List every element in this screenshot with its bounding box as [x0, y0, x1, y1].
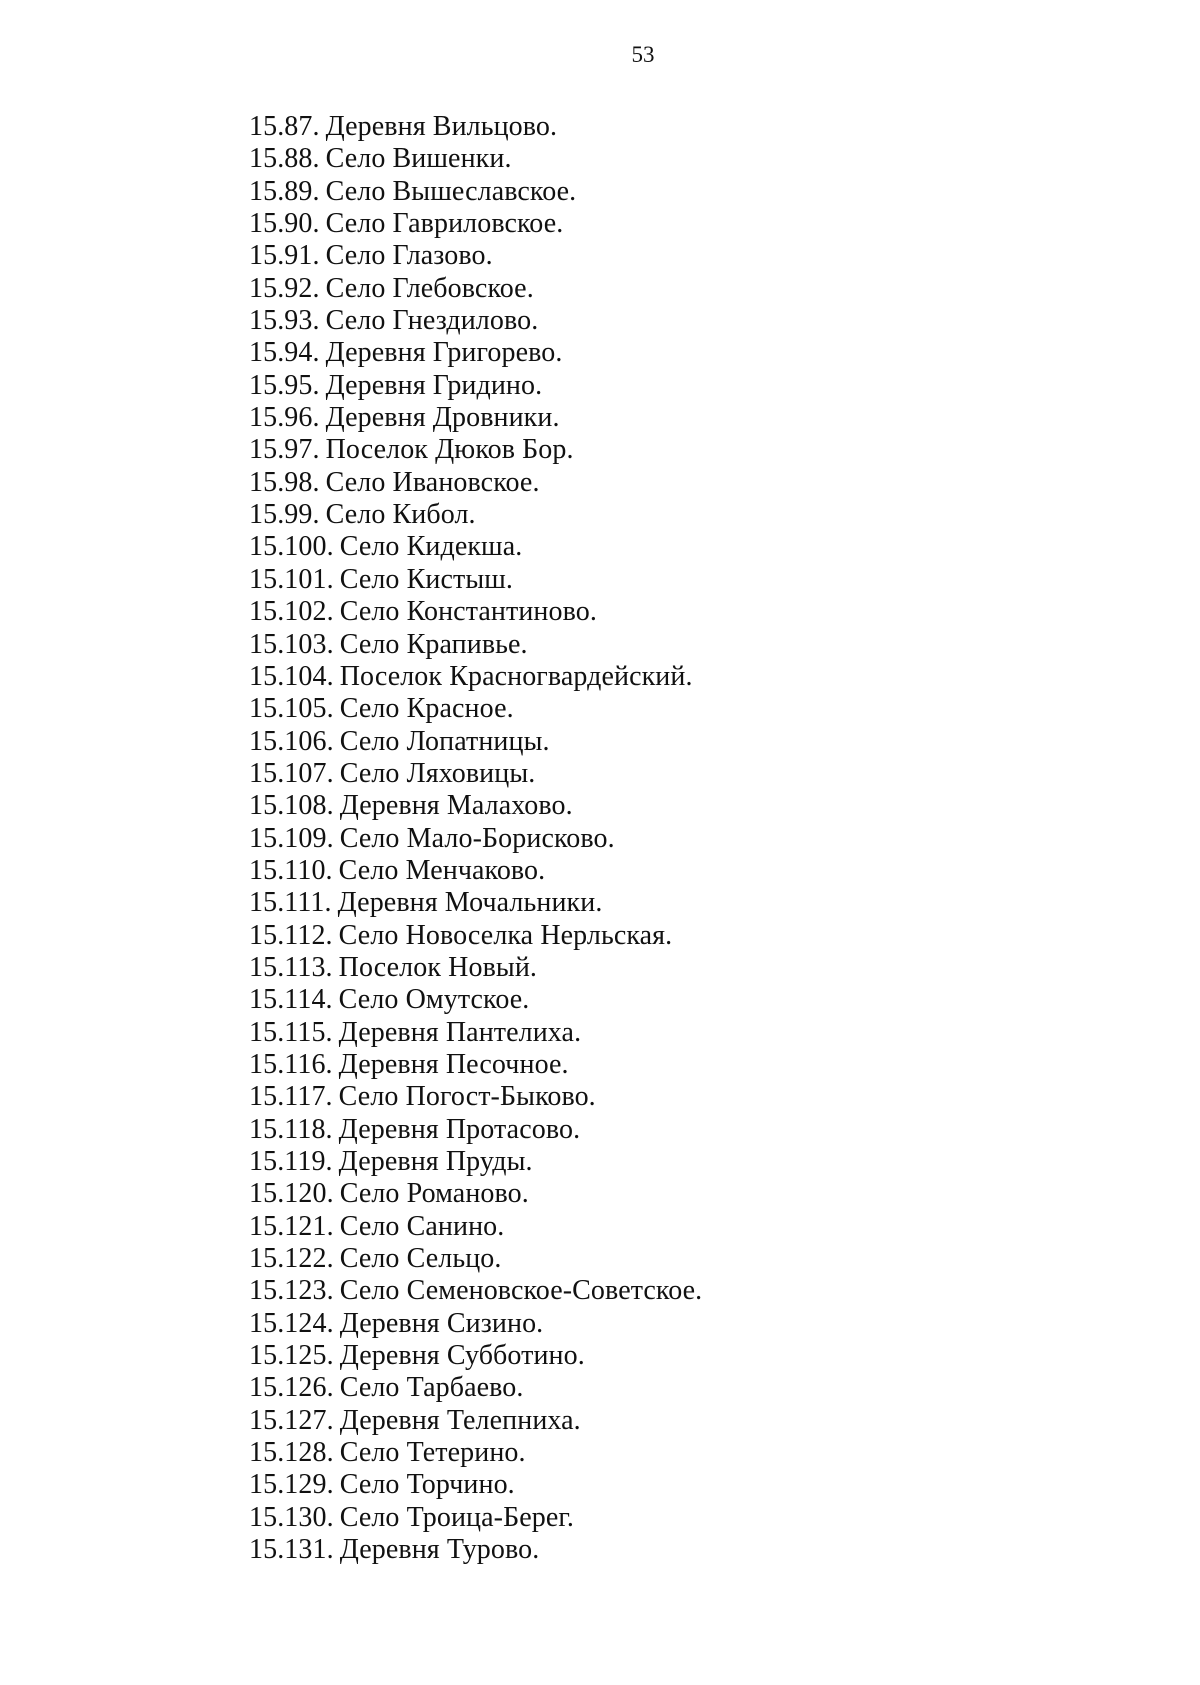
item-number: 15.120.: [249, 1178, 334, 1210]
item-text: Деревня Вильцово.: [325, 111, 558, 142]
item-number: 15.91.: [249, 240, 320, 272]
item-text: Село Санино.: [339, 1210, 505, 1242]
item-text: Деревня Турово.: [339, 1534, 540, 1566]
list-item: [249, 920, 702, 952]
item-number: 15.114.: [249, 984, 333, 1016]
item-number: 15.93.: [249, 305, 320, 337]
list-item: [249, 1469, 702, 1501]
item-number: 15.115.: [249, 1016, 333, 1048]
item-number: 15.124.: [249, 1307, 334, 1339]
list-item: [249, 758, 702, 790]
item-text: Село Семеновское-Советское.: [339, 1275, 703, 1307]
list-item: [249, 1211, 702, 1243]
list-item: [249, 370, 702, 402]
list-item: [249, 596, 702, 628]
list-item: [249, 1308, 702, 1340]
item-text: Село Гавриловское.: [325, 208, 564, 240]
item-text: Село Ляховицы.: [339, 757, 536, 789]
item-text: Село Красное.: [339, 693, 514, 725]
list-item: [249, 661, 702, 693]
item-text: Село Константиново.: [339, 596, 597, 628]
item-number: 15.100.: [249, 531, 334, 563]
item-number: 15.104.: [249, 660, 334, 692]
list-item: [249, 1372, 702, 1404]
item-text: Село Тетерино.: [339, 1437, 526, 1469]
list-item: [249, 564, 702, 596]
list-item: [249, 176, 702, 208]
item-number: 15.130.: [249, 1501, 334, 1533]
item-number: 15.105.: [249, 693, 334, 725]
item-number: 15.103.: [249, 628, 334, 660]
item-text: Село Тарбаево.: [339, 1372, 524, 1404]
item-text: Село Лопатницы.: [339, 725, 550, 757]
item-number: 15.116.: [249, 1048, 333, 1080]
list-item: [249, 273, 702, 305]
list-item: [249, 855, 702, 887]
item-text: Село Омутское.: [338, 984, 530, 1016]
item-number: 15.92.: [249, 272, 320, 304]
list-item: [249, 1114, 702, 1146]
item-number: 15.87.: [249, 111, 320, 142]
item-text: Село Троица-Берег.: [339, 1501, 574, 1533]
list-item: [249, 790, 702, 822]
list-item: [249, 952, 702, 984]
list-item: [249, 887, 702, 919]
item-number: 15.108.: [249, 790, 334, 822]
list-item: [249, 1243, 702, 1275]
list-item: [249, 499, 702, 531]
item-number: 15.111.: [249, 887, 332, 919]
item-number: 15.123.: [249, 1275, 334, 1307]
list-item: [249, 1502, 702, 1534]
item-text: Поселок Новый.: [338, 951, 538, 983]
settlement-list: [249, 111, 702, 1566]
item-number: 15.128.: [249, 1437, 334, 1469]
item-number: 15.98.: [249, 466, 320, 498]
item-text: Деревня Песочное.: [338, 1048, 569, 1080]
item-text: Село Кибол.: [325, 499, 476, 531]
list-item: [249, 143, 702, 175]
item-number: 15.118.: [249, 1113, 333, 1145]
list-item: [249, 402, 702, 434]
item-text: Село Кистыш.: [339, 563, 514, 595]
item-text: Деревня Григорево.: [325, 337, 563, 369]
item-text: Деревня Мочальники.: [337, 887, 603, 919]
item-text: Село Ивановское.: [325, 466, 540, 498]
item-text: Деревня Пантелиха.: [338, 1016, 582, 1048]
item-number: 15.94.: [249, 337, 320, 369]
list-item: [249, 1275, 702, 1307]
item-number: 15.101.: [249, 563, 334, 595]
list-item: [249, 240, 702, 272]
item-number: 15.109.: [249, 822, 334, 854]
item-number: 15.99.: [249, 499, 320, 531]
item-number: 15.88.: [249, 143, 320, 175]
item-number: 15.125.: [249, 1340, 334, 1372]
item-number: 15.127.: [249, 1404, 334, 1436]
list-item: [249, 1534, 702, 1566]
item-number: 15.121.: [249, 1210, 334, 1242]
item-text: Село Гнездилово.: [325, 305, 539, 337]
item-text: Село Глебовское.: [325, 272, 534, 304]
list-item: [249, 984, 702, 1016]
list-item: [249, 1405, 702, 1437]
item-number: 15.112.: [249, 919, 333, 951]
item-number: 15.107.: [249, 757, 334, 789]
list-item: [249, 208, 702, 240]
list-item: [249, 337, 702, 369]
item-text: Деревня Протасово.: [338, 1113, 581, 1145]
item-number: 15.97.: [249, 434, 320, 466]
item-number: 15.129.: [249, 1469, 334, 1501]
page-number: 53: [631, 42, 655, 67]
item-number: 15.90.: [249, 208, 320, 240]
list-item: [249, 1049, 702, 1081]
item-text: Деревня Дровники.: [325, 402, 560, 434]
list-item: [249, 1178, 702, 1210]
item-text: Деревня Гридино.: [325, 369, 543, 401]
item-text: Село Крапивье.: [339, 628, 528, 660]
item-text: Поселок Дюков Бор.: [325, 434, 574, 466]
item-number: 15.96.: [249, 402, 320, 434]
item-number: 15.126.: [249, 1372, 334, 1404]
list-item: [249, 693, 702, 725]
list-item: [249, 823, 702, 855]
item-text: Село Вишенки.: [325, 143, 512, 175]
item-text: Село Погост-Быково.: [338, 1081, 596, 1113]
list-item: [249, 434, 702, 466]
item-text: Село Вышеславское.: [325, 175, 577, 207]
list-item: [249, 467, 702, 499]
list-item: [249, 531, 702, 563]
list-item: [249, 1017, 702, 1049]
item-number: 15.89.: [249, 175, 320, 207]
list-item: [249, 726, 702, 758]
list-item: [249, 1146, 702, 1178]
list-item: [249, 305, 702, 337]
list-item: [249, 1081, 702, 1113]
item-text: Деревня Пруды.: [338, 1146, 533, 1177]
item-number: 15.102.: [249, 596, 334, 628]
item-number: 15.131.: [249, 1534, 334, 1566]
item-number: 15.119.: [249, 1146, 333, 1177]
item-number: 15.110.: [249, 854, 333, 886]
item-number: 15.122.: [249, 1243, 334, 1275]
item-text: Поселок Красногвардейский.: [339, 660, 693, 692]
item-number: 15.117.: [249, 1081, 333, 1113]
item-number: 15.106.: [249, 725, 334, 757]
item-text: Село Сельцо.: [339, 1243, 502, 1275]
item-number: 15.95.: [249, 369, 320, 401]
list-item: [249, 629, 702, 661]
item-number: 15.113.: [249, 951, 333, 983]
item-text: Село Кидекша.: [339, 531, 523, 563]
list-item: [249, 1340, 702, 1372]
item-text: Село Глазово.: [325, 240, 493, 272]
item-text: Село Менчаково.: [338, 854, 546, 886]
item-text: Село Торчино.: [339, 1469, 515, 1501]
list-item: [249, 111, 702, 143]
item-text: Деревня Малахово.: [339, 790, 573, 822]
item-text: Село Новоселка Нерльская.: [338, 919, 673, 951]
item-text: Деревня Сизино.: [339, 1307, 544, 1339]
list-item: [249, 1437, 702, 1469]
item-text: Деревня Субботино.: [339, 1340, 585, 1372]
item-text: Село Романово.: [339, 1178, 529, 1210]
item-text: Село Мало-Борисково.: [339, 822, 615, 854]
item-text: Деревня Телепниха.: [339, 1404, 581, 1436]
